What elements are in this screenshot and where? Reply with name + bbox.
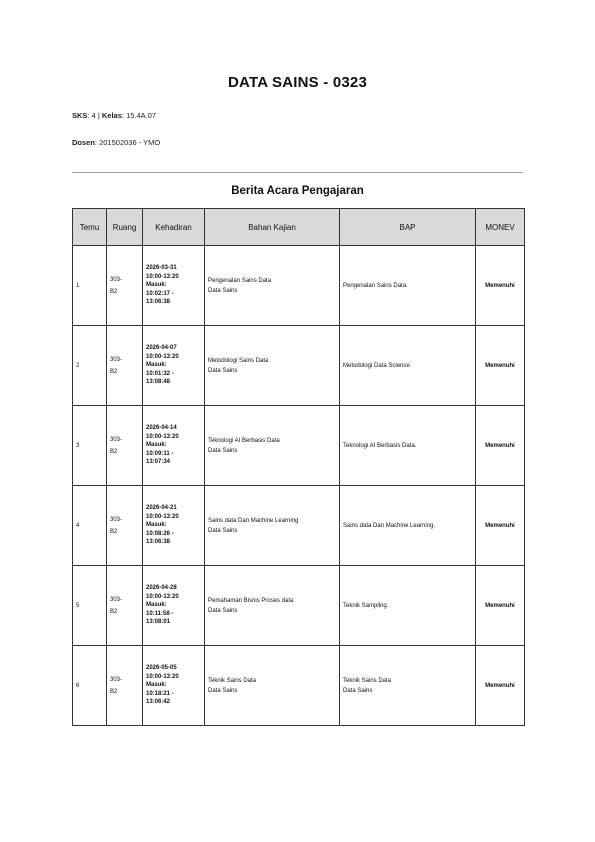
cell-temu: 4 [73, 486, 107, 566]
kehadiran-line: 2026-04-28 [146, 585, 177, 592]
section-title: Berita Acara Pengajaran [231, 185, 364, 197]
ruang-line: 303- [110, 516, 123, 523]
header-kehadiran: Kehadiran [143, 209, 205, 246]
header-temu: Temu [73, 209, 107, 246]
table-row [73, 326, 525, 406]
cell-bahan-kajian [205, 486, 340, 566]
bahan-line: Pemahaman Bisnis Proses data [208, 597, 294, 604]
cell-bap [340, 406, 476, 486]
cell-ruang [107, 566, 143, 646]
cell-ruang [107, 646, 143, 726]
cell-kehadiran [143, 566, 205, 646]
bap-line: Sains data Dan Machine Learning. [343, 522, 436, 529]
lecturer-info [72, 138, 160, 147]
ruang-line: 303- [110, 436, 123, 443]
kehadiran-line: Masuk: [146, 362, 167, 369]
kehadiran-line: Masuk: [146, 602, 167, 609]
bahan-line: Pengenalan Sains Data [208, 277, 272, 284]
page-title: DATA SAINS - 0323 [228, 74, 367, 91]
ruang-line: B2 [110, 688, 118, 695]
bahan-line: Data Sains [208, 687, 238, 694]
cell-bahan-kajian [205, 326, 340, 406]
cell-temu: 2 [73, 326, 107, 406]
ruang-line: B2 [110, 288, 118, 295]
cell-bap [340, 246, 476, 326]
cell-kehadiran [143, 406, 205, 486]
kehadiran-line: 10:00-13:20 [146, 433, 179, 440]
table-row [73, 406, 525, 486]
cell-monev: Memenuhi [476, 326, 525, 406]
dosen-label: Dosen [72, 138, 95, 147]
table-row [73, 486, 525, 566]
cell-ruang [107, 326, 143, 406]
kehadiran-line: 10:00-13:20 [146, 513, 179, 520]
bap-line: Teknik Sampling. [343, 602, 389, 609]
bahan-line: Teknik Sains Data [208, 677, 257, 684]
ruang-line: 303- [110, 596, 123, 603]
kehadiran-line: 10:08:26 - [146, 530, 174, 537]
kehadiran-line: Masuk: [146, 682, 167, 689]
header-monev: MONEV [476, 209, 525, 246]
cell-temu: 3 [73, 406, 107, 486]
cell-temu: 6 [73, 646, 107, 726]
bap-line: Pengenalan Sains Data. [343, 282, 408, 289]
ruang-line: 303- [110, 676, 123, 683]
cell-monev: Memenuhi [476, 646, 525, 726]
ruang-line: B2 [110, 368, 118, 375]
kehadiran-line: 10:09:11 - [146, 450, 174, 457]
kehadiran-line: Masuk: [146, 522, 167, 529]
kehadiran-line: 13:07:34 [146, 459, 171, 466]
kehadiran-line: 13:06:38 [146, 539, 171, 546]
bahan-line: Metodologi Sains Data [208, 357, 269, 364]
bahan-line: Data Sains [208, 447, 238, 454]
sks-label: SKS [72, 111, 88, 120]
kehadiran-line: 10:18:21 - [146, 690, 174, 697]
bap-line: Teknologi AI Berbasis Data. [343, 442, 417, 449]
header-ruang: Ruang [107, 209, 143, 246]
table-body [73, 246, 525, 726]
cell-bahan-kajian [205, 566, 340, 646]
kehadiran-line: 10:00-13:20 [146, 673, 179, 680]
cell-ruang [107, 246, 143, 326]
cell-monev: Memenuhi [476, 406, 525, 486]
kelas-value: : 15.4A.07 [121, 111, 157, 120]
divider [72, 172, 523, 173]
attendance-table [72, 208, 525, 726]
cell-kehadiran [143, 646, 205, 726]
ruang-line: 303- [110, 276, 123, 283]
cell-kehadiran [143, 486, 205, 566]
kehadiran-line: 2026-04-07 [146, 345, 177, 352]
cell-monev: Memenuhi [476, 246, 525, 326]
table-row [73, 646, 525, 726]
bap-line: Metodologi Data Science. [343, 362, 412, 369]
cell-bahan-kajian [205, 406, 340, 486]
kehadiran-line: Masuk: [146, 442, 167, 449]
cell-bahan-kajian [205, 646, 340, 726]
cell-temu: 1 [73, 246, 107, 326]
cell-bap [340, 326, 476, 406]
bahan-line: Data Sains [208, 287, 238, 294]
kehadiran-line: 13:06:42 [146, 699, 171, 706]
bahan-line: Data Sains [208, 607, 238, 614]
kehadiran-line: 10:00-13:20 [146, 273, 179, 280]
ruang-line: B2 [110, 528, 118, 535]
cell-ruang [107, 406, 143, 486]
kehadiran-line: 10:00-13:20 [146, 353, 179, 360]
table-row [73, 566, 525, 646]
ruang-line: B2 [110, 608, 118, 615]
ruang-line: 303- [110, 356, 123, 363]
kehadiran-line: Masuk: [146, 282, 167, 289]
bahan-line: Sains data Dan Machine Learning [208, 517, 299, 524]
table-header-row [73, 209, 525, 246]
kehadiran-line: 10:11:58 - [146, 610, 174, 617]
kelas-label: Kelas [101, 111, 122, 120]
bahan-line: Teknologi AI Berbasis Data [208, 437, 280, 444]
kehadiran-line: 13:06:38 [146, 299, 171, 306]
cell-monev: Memenuhi [476, 486, 525, 566]
bap-line: Data Sains [343, 687, 373, 694]
kehadiran-line: 10:00-13:20 [146, 593, 179, 600]
cell-kehadiran [143, 326, 205, 406]
cell-temu: 5 [73, 566, 107, 646]
table-row [73, 246, 525, 326]
bahan-line: Data Sains [208, 527, 238, 534]
cell-bap [340, 646, 476, 726]
bap-line: Teknik Sains Data [343, 677, 392, 684]
kehadiran-line: 2026-04-21 [146, 505, 177, 512]
header-bap: BAP [340, 209, 476, 246]
course-info [72, 111, 156, 120]
cell-bap [340, 486, 476, 566]
bahan-line: Data Sains [208, 367, 238, 374]
dosen-value: : 201502036 - YMO [94, 138, 161, 147]
ruang-line: B2 [110, 448, 118, 455]
cell-ruang [107, 486, 143, 566]
cell-bap [340, 566, 476, 646]
kehadiran-line: 2026-04-14 [146, 425, 177, 432]
kehadiran-line: 13:08:48 [146, 379, 171, 386]
kehadiran-line: 10:01:32 - [146, 370, 174, 377]
cell-bahan-kajian [205, 246, 340, 326]
kehadiran-line: 2026-03-31 [146, 265, 177, 272]
sks-value: : 4 | [87, 111, 102, 120]
cell-monev: Memenuhi [476, 566, 525, 646]
kehadiran-line: 13:08:01 [146, 619, 171, 626]
cell-kehadiran [143, 246, 205, 326]
kehadiran-line: 10:02:17 - [146, 290, 174, 297]
kehadiran-line: 2026-05-05 [146, 665, 177, 672]
header-bahan-kajian: Bahan Kajian [205, 209, 340, 246]
